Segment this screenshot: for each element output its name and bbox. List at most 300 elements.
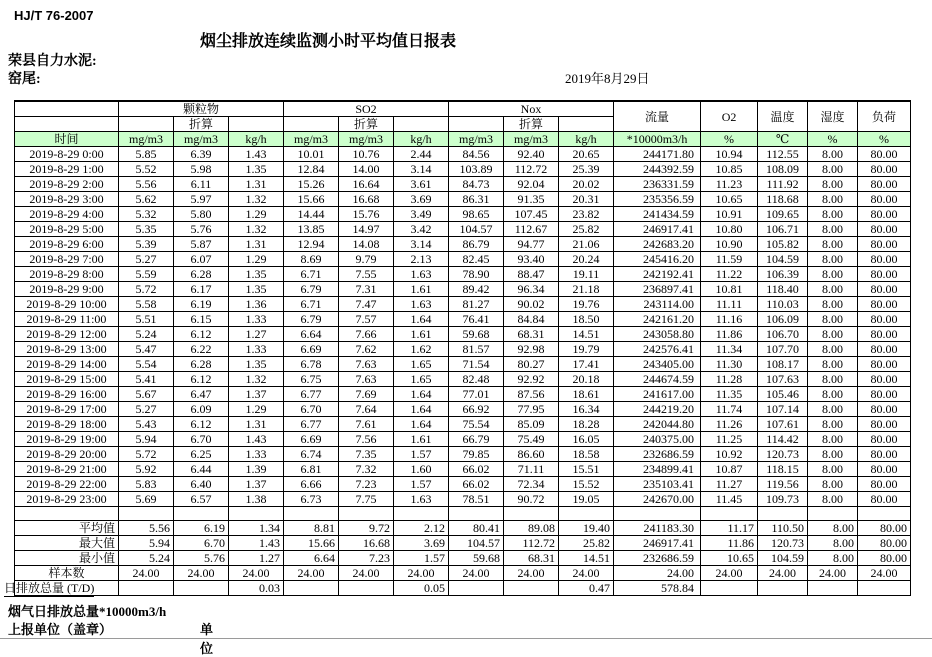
cell: 24.00 [614, 566, 701, 581]
cell: 232686.59 [614, 447, 701, 462]
cell: 1.35 [229, 357, 284, 372]
cell: 6.28 [174, 357, 229, 372]
cell: 2.13 [394, 252, 449, 267]
cell: 14.00 [339, 162, 394, 177]
cell: 11.27 [701, 477, 758, 492]
cell: 108.09 [758, 162, 808, 177]
cell: 10.85 [701, 162, 758, 177]
row-label: 2019-8-29 14:00 [15, 357, 119, 372]
cell: 1.32 [229, 222, 284, 237]
cell: 92.98 [504, 342, 559, 357]
cell: 20.24 [559, 252, 614, 267]
cell: 15.66 [284, 536, 339, 551]
cell: 118.40 [758, 282, 808, 297]
cell: 24.00 [229, 566, 284, 581]
cell: 104.57 [449, 536, 504, 551]
cell: 5.94 [119, 432, 174, 447]
row-label: 平均值 [15, 521, 119, 536]
cell: 8.81 [284, 521, 339, 536]
cell: 6.66 [284, 477, 339, 492]
row-label: 2019-8-29 4:00 [15, 207, 119, 222]
cell [504, 507, 559, 521]
cell: 1.43 [229, 536, 284, 551]
cell: 59.68 [449, 551, 504, 566]
cell: 10.65 [701, 551, 758, 566]
cell: 72.34 [504, 477, 559, 492]
cell: 18.61 [559, 387, 614, 402]
cell: 7.75 [339, 492, 394, 507]
cell: 80.00 [858, 327, 911, 342]
cell: 6.69 [284, 342, 339, 357]
cell: 107.63 [758, 372, 808, 387]
cell: 7.57 [339, 312, 394, 327]
cell: 9.72 [339, 521, 394, 536]
cell: 1.37 [229, 477, 284, 492]
cell: 1.57 [394, 447, 449, 462]
summary-row [15, 536, 911, 551]
cell: 66.92 [449, 402, 504, 417]
cell: 5.62 [119, 192, 174, 207]
cell: 11.34 [701, 342, 758, 357]
cell: 7.31 [339, 282, 394, 297]
cell: 8.00 [808, 357, 858, 372]
cell: 106.71 [758, 222, 808, 237]
cell: 1.31 [229, 177, 284, 192]
unit-cell: kg/h [559, 132, 614, 147]
cell: 6.44 [174, 462, 229, 477]
row-label: 2019-8-29 22:00 [15, 477, 119, 492]
cell: 8.00 [808, 327, 858, 342]
cell: 246917.41 [614, 222, 701, 237]
cell: 0.05 [394, 581, 449, 596]
cell: 92.04 [504, 177, 559, 192]
cell [758, 507, 808, 521]
cell: 1.29 [229, 207, 284, 222]
cell: 19.76 [559, 297, 614, 312]
cell: 107.45 [504, 207, 559, 222]
cell: 15.76 [339, 207, 394, 222]
cell [119, 581, 174, 596]
cell: 81.27 [449, 297, 504, 312]
col-o2: O2 [701, 101, 758, 132]
cell: 7.66 [339, 327, 394, 342]
cell: 11.35 [701, 387, 758, 402]
cell: 241434.59 [614, 207, 701, 222]
cell: 16.68 [339, 192, 394, 207]
cell: 24.00 [858, 566, 911, 581]
row-label: 样本数 [15, 566, 119, 581]
cell: 242670.00 [614, 492, 701, 507]
cell [858, 507, 911, 521]
cell: 98.65 [449, 207, 504, 222]
cell: 6.71 [284, 267, 339, 282]
cell: 6.69 [284, 432, 339, 447]
time-col-spacer [15, 101, 119, 117]
standard-number: HJ/T 76-2007 [14, 8, 94, 23]
cell: 110.50 [758, 521, 808, 536]
cell: 6.78 [284, 357, 339, 372]
cell [284, 581, 339, 596]
unit-cell: kg/h [394, 132, 449, 147]
cell [504, 581, 559, 596]
row-label: 最大值 [15, 536, 119, 551]
cell: 12.94 [284, 237, 339, 252]
cell: 1.43 [229, 432, 284, 447]
report-table [4, 100, 911, 596]
cell: 1.33 [229, 312, 284, 327]
cell: 3.14 [394, 162, 449, 177]
summary-row [15, 581, 911, 596]
cell: 1.35 [229, 267, 284, 282]
cell: 104.59 [758, 551, 808, 566]
cell: 82.48 [449, 372, 504, 387]
cell [858, 581, 911, 596]
cell: 1.65 [394, 357, 449, 372]
cell: 10.76 [339, 147, 394, 162]
cell: 1.35 [229, 282, 284, 297]
converted-label-pm: 折算 [174, 117, 229, 132]
cell: 241183.30 [614, 521, 701, 536]
table-row [15, 327, 911, 342]
cell: 93.40 [504, 252, 559, 267]
cell: 11.28 [701, 372, 758, 387]
cell: 1.37 [229, 387, 284, 402]
report-unit-line [8, 619, 214, 656]
cell: 80.00 [858, 162, 911, 177]
spacer-row [15, 507, 911, 521]
cell: 7.63 [339, 357, 394, 372]
cell: 114.42 [758, 432, 808, 447]
cell: 77.01 [449, 387, 504, 402]
cell: 5.85 [119, 147, 174, 162]
cell: 5.94 [119, 536, 174, 551]
cell: 6.40 [174, 477, 229, 492]
table-row [15, 312, 911, 327]
cell: 244171.80 [614, 147, 701, 162]
cell: 90.02 [504, 297, 559, 312]
cell: 80.00 [858, 237, 911, 252]
table-row [15, 192, 911, 207]
cell: 120.73 [758, 447, 808, 462]
cell: 3.42 [394, 222, 449, 237]
table-row [15, 222, 911, 237]
cell: 107.61 [758, 417, 808, 432]
cell: 1.39 [229, 462, 284, 477]
cell: 14.08 [339, 237, 394, 252]
cell: 6.75 [284, 372, 339, 387]
cell: 1.57 [394, 477, 449, 492]
cell: 80.00 [858, 282, 911, 297]
cell: 5.24 [119, 551, 174, 566]
table-row [15, 207, 911, 222]
cell: 6.47 [174, 387, 229, 402]
unit-cell: kg/h [229, 132, 284, 147]
row-label: 2019-8-29 6:00 [15, 237, 119, 252]
cell: 81.57 [449, 342, 504, 357]
header-row-groups [15, 101, 911, 117]
col-load: 负荷 [858, 101, 911, 132]
cell: 6.28 [174, 267, 229, 282]
cell: 3.61 [394, 177, 449, 192]
cell: 21.18 [559, 282, 614, 297]
cell: 71.54 [449, 357, 504, 372]
cell: 20.18 [559, 372, 614, 387]
cell: 80.27 [504, 357, 559, 372]
cell: 1.27 [229, 551, 284, 566]
cell [284, 507, 339, 521]
cell: 244219.20 [614, 402, 701, 417]
table-row [15, 237, 911, 252]
table-row [15, 387, 911, 402]
cell: 80.00 [858, 267, 911, 282]
cell: 1.61 [394, 327, 449, 342]
cell [449, 507, 504, 521]
cell: 80.00 [858, 447, 911, 462]
cell: 11.30 [701, 357, 758, 372]
cell: 5.39 [119, 237, 174, 252]
cell: 7.23 [339, 551, 394, 566]
cell: 85.09 [504, 417, 559, 432]
table-row [15, 432, 911, 447]
cell: 7.61 [339, 417, 394, 432]
cell: 6.12 [174, 372, 229, 387]
cell: 245416.20 [614, 252, 701, 267]
table-row [15, 492, 911, 507]
cell: 1.61 [394, 282, 449, 297]
cell: 24.00 [701, 566, 758, 581]
cell: 2.12 [394, 521, 449, 536]
cell: 109.65 [758, 207, 808, 222]
unit-cell: mg/m3 [339, 132, 394, 147]
cell: 6.57 [174, 492, 229, 507]
cell: 7.62 [339, 342, 394, 357]
cell: 79.85 [449, 447, 504, 462]
cell: 24.00 [284, 566, 339, 581]
cell: 7.69 [339, 387, 394, 402]
cell: 80.00 [858, 477, 911, 492]
cell: 11.45 [701, 492, 758, 507]
cell: 1.36 [229, 297, 284, 312]
summary-row [15, 566, 911, 581]
cell: 2.44 [394, 147, 449, 162]
cell: 92.40 [504, 147, 559, 162]
cell: 1.38 [229, 492, 284, 507]
cell: 80.00 [858, 536, 911, 551]
cell: 1.33 [229, 447, 284, 462]
cell: 66.02 [449, 477, 504, 492]
cell: 14.97 [339, 222, 394, 237]
summary-row [15, 521, 911, 536]
cell: 5.92 [119, 462, 174, 477]
cell: 80.00 [858, 551, 911, 566]
cell: 246917.41 [614, 536, 701, 551]
units-row [15, 132, 911, 147]
cell: 5.32 [119, 207, 174, 222]
cell: 103.89 [449, 162, 504, 177]
cell: 1.31 [229, 417, 284, 432]
cell: 119.56 [758, 477, 808, 492]
cell: 106.39 [758, 267, 808, 282]
cell: 96.34 [504, 282, 559, 297]
cell: 3.69 [394, 536, 449, 551]
cell: 20.31 [559, 192, 614, 207]
cell: 6.79 [284, 282, 339, 297]
cell: 5.52 [119, 162, 174, 177]
cell: 8.69 [284, 252, 339, 267]
cell: 107.14 [758, 402, 808, 417]
company-name: 荣县自力水泥: [8, 54, 97, 69]
cell: 1.60 [394, 462, 449, 477]
cell: 5.47 [119, 342, 174, 357]
cell: 6.07 [174, 252, 229, 267]
cell: 1.61 [394, 432, 449, 447]
cell: 10.01 [284, 147, 339, 162]
table-row [15, 402, 911, 417]
cell: 8.00 [808, 447, 858, 462]
row-label: 最小值 [15, 551, 119, 566]
cell: 80.00 [858, 462, 911, 477]
cell: 14.44 [284, 207, 339, 222]
converted-label-so2: 折算 [339, 117, 394, 132]
cell: 6.39 [174, 147, 229, 162]
table-row [15, 357, 911, 372]
row-label: 2019-8-29 1:00 [15, 162, 119, 177]
cell: 15.26 [284, 177, 339, 192]
row-label: 2019-8-29 15:00 [15, 372, 119, 387]
cell: 11.86 [701, 536, 758, 551]
cell: 5.35 [119, 222, 174, 237]
cell: 234899.41 [614, 462, 701, 477]
table-row [15, 417, 911, 432]
cell: 19.11 [559, 267, 614, 282]
cell: 86.79 [449, 237, 504, 252]
cell: 5.87 [174, 237, 229, 252]
table-body [4, 147, 911, 596]
unit-word: 单位 [200, 622, 214, 656]
cell: 6.77 [284, 387, 339, 402]
cell: 94.77 [504, 237, 559, 252]
cell: 68.31 [504, 551, 559, 566]
cell: 24.00 [119, 566, 174, 581]
cell: 82.45 [449, 252, 504, 267]
cell: 6.81 [284, 462, 339, 477]
cell: 18.28 [559, 417, 614, 432]
cell: 244392.59 [614, 162, 701, 177]
cell: 59.68 [449, 327, 504, 342]
cell: 10.92 [701, 447, 758, 462]
cell: 6.11 [174, 177, 229, 192]
cell: 7.47 [339, 297, 394, 312]
cell: 6.64 [284, 551, 339, 566]
cell: 78.51 [449, 492, 504, 507]
cell: 3.49 [394, 207, 449, 222]
cell: 5.54 [119, 357, 174, 372]
cell: 243114.00 [614, 297, 701, 312]
cell: 75.54 [449, 417, 504, 432]
cell: 90.72 [504, 492, 559, 507]
cell: 1.35 [229, 162, 284, 177]
cell: 16.05 [559, 432, 614, 447]
row-label: 2019-8-29 5:00 [15, 222, 119, 237]
cell: 236897.41 [614, 282, 701, 297]
cell: 109.73 [758, 492, 808, 507]
table-row [15, 267, 911, 282]
table-row [15, 252, 911, 267]
cell: 1.32 [229, 192, 284, 207]
cell: 11.59 [701, 252, 758, 267]
cell: 89.42 [449, 282, 504, 297]
cell: 240375.00 [614, 432, 701, 447]
cell: 75.49 [504, 432, 559, 447]
cell: 16.34 [559, 402, 614, 417]
cell: 80.00 [858, 147, 911, 162]
cell: 80.00 [858, 387, 911, 402]
cell: 18.50 [559, 312, 614, 327]
cell [229, 507, 284, 521]
col-group-particulate: 颗粒物 [119, 101, 284, 117]
cell: 19.40 [559, 521, 614, 536]
cell: 104.59 [758, 252, 808, 267]
cell: 15.51 [559, 462, 614, 477]
cell: 80.00 [858, 252, 911, 267]
cell: 24.00 [808, 566, 858, 581]
unit-cell: *10000m3/h [614, 132, 701, 147]
cell: 236331.59 [614, 177, 701, 192]
cell: 1.64 [394, 402, 449, 417]
cell: 235356.59 [614, 192, 701, 207]
cell: 80.00 [858, 342, 911, 357]
cell: 5.98 [174, 162, 229, 177]
cell: 66.02 [449, 462, 504, 477]
col-group-nox: Nox [449, 101, 614, 117]
cell: 89.08 [504, 521, 559, 536]
cell: 1.33 [229, 342, 284, 357]
cell: 5.76 [174, 551, 229, 566]
cell: 24.00 [504, 566, 559, 581]
cell: 11.25 [701, 432, 758, 447]
cell: 1.34 [229, 521, 284, 536]
cell: 105.82 [758, 237, 808, 252]
cell: 6.79 [284, 312, 339, 327]
cell: 5.72 [119, 282, 174, 297]
cell: 7.64 [339, 402, 394, 417]
cell: 77.95 [504, 402, 559, 417]
cell: 19.79 [559, 342, 614, 357]
cell: 5.80 [174, 207, 229, 222]
cell: 6.12 [174, 327, 229, 342]
cell: 11.16 [701, 312, 758, 327]
cell: 25.82 [559, 222, 614, 237]
cell: 11.11 [701, 297, 758, 312]
cell: 8.00 [808, 177, 858, 192]
row-label: 2019-8-29 23:00 [15, 492, 119, 507]
cell: 0.03 [229, 581, 284, 596]
cell: 6.12 [174, 417, 229, 432]
table-row [15, 297, 911, 312]
cell: 1.64 [394, 387, 449, 402]
cell: 7.63 [339, 372, 394, 387]
cell: 1.27 [229, 327, 284, 342]
table-row [15, 147, 911, 162]
cell: 5.56 [119, 521, 174, 536]
cell: 8.00 [808, 477, 858, 492]
cell: 8.00 [808, 207, 858, 222]
cell: 1.63 [394, 267, 449, 282]
cell: 80.00 [858, 492, 911, 507]
cell: 111.92 [758, 177, 808, 192]
cell: 10.91 [701, 207, 758, 222]
cell: 5.56 [119, 177, 174, 192]
